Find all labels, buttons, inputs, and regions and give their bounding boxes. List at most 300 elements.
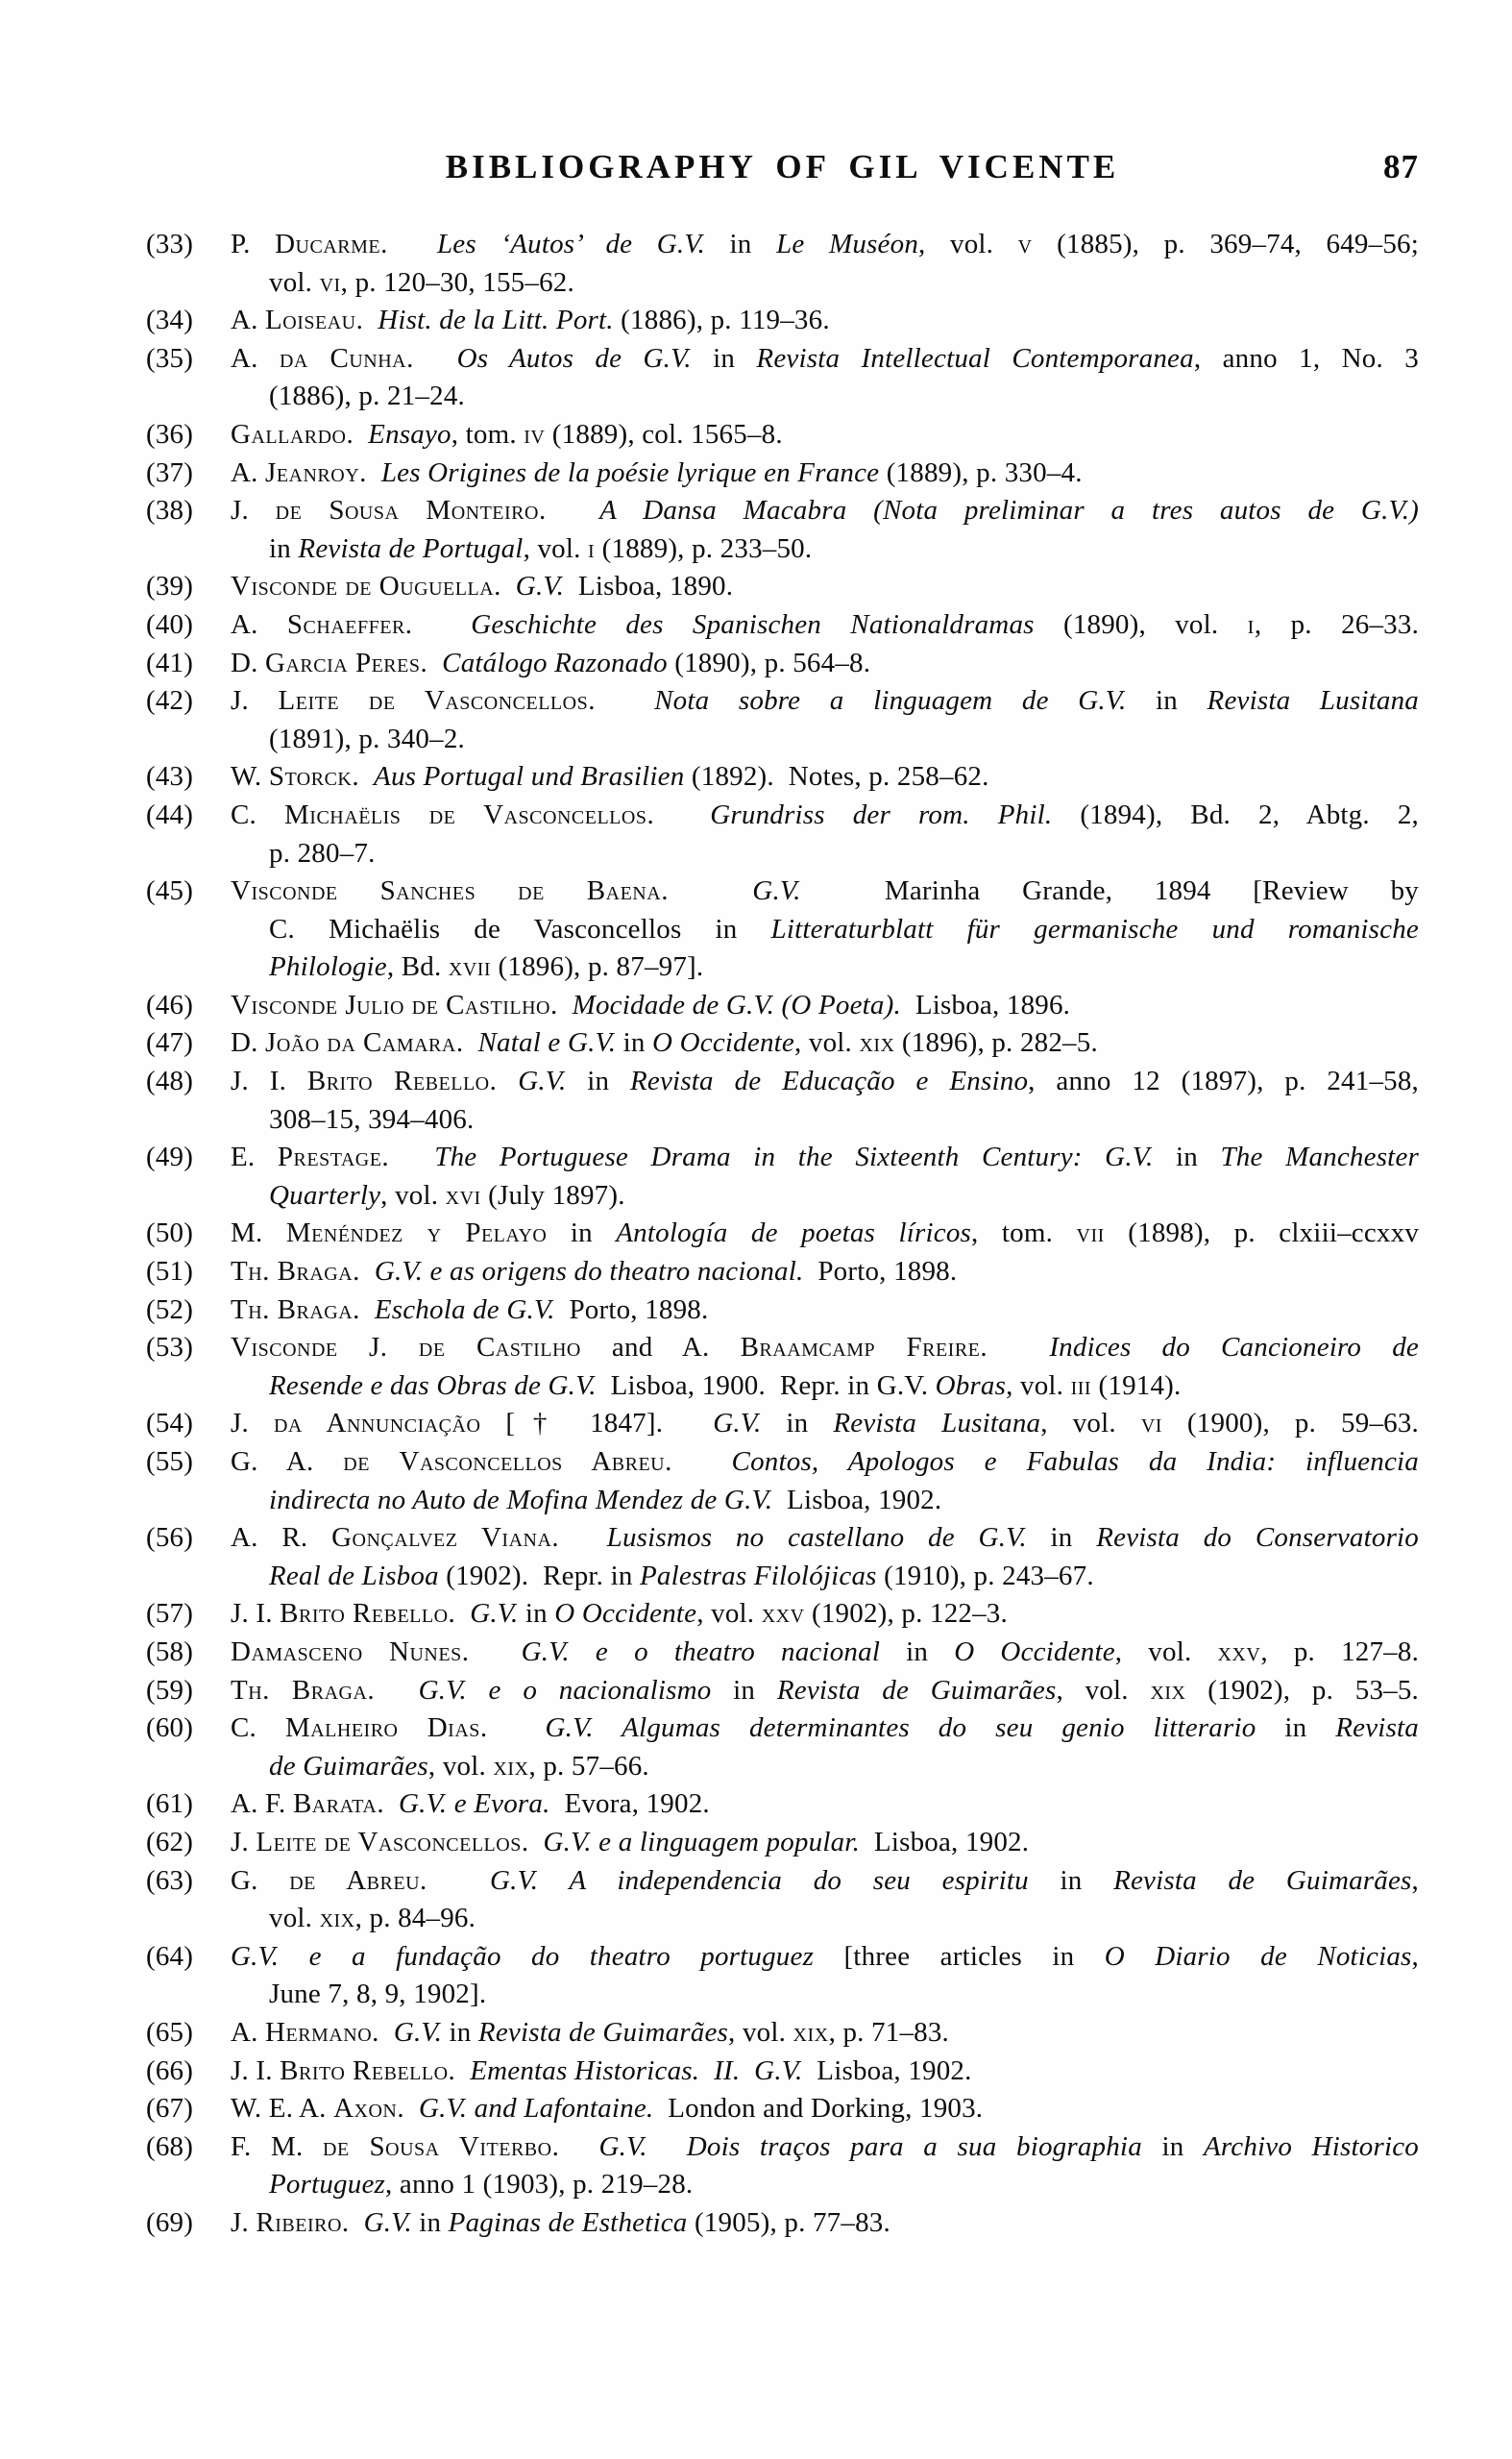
title-text: Paginas de Esthetica [448, 2206, 688, 2238]
plain-text: (1894), Bd. 2, Abtg. 2, [1052, 799, 1419, 830]
entry-line [231, 2204, 1419, 2243]
plain-text: J. [231, 1826, 256, 1857]
plain-text: 308–15, 394–406. [269, 1103, 475, 1135]
entry-line [231, 1634, 1419, 1672]
plain-text: D. [231, 1027, 266, 1059]
entry-line [269, 530, 1419, 569]
page-number: 87 [1383, 148, 1419, 185]
entry-line [231, 226, 1419, 264]
plain-text: , vol. [1114, 1635, 1218, 1667]
author-name: Visconde Sanches de Baena. [231, 875, 669, 907]
entry-line [231, 1329, 1419, 1367]
bibliography-entry [146, 1709, 1419, 1785]
entry-line [269, 1367, 1419, 1406]
title-text: Revista de Guimarães [477, 2016, 729, 2048]
plain-text: J. I. [231, 1066, 307, 1097]
entry-line [269, 1748, 1419, 1786]
plain-text: (1914). [1091, 1369, 1182, 1401]
bibliography-entry [146, 606, 1419, 645]
title-text: Les ‘Autos’ de G.V. [436, 229, 706, 259]
plain-text: in [711, 1674, 777, 1706]
plain-text: Lisboa, 1896. [900, 989, 1071, 1020]
author-name: Brito Rebello. [280, 2054, 456, 2086]
entry-number: (43) [146, 761, 194, 793]
entry-line [269, 1177, 1419, 1216]
entry-line [231, 1291, 1419, 1330]
title-text: Mocidade de G.V. (O Poeta). [572, 989, 901, 1020]
author-name: Brito Rebello. [306, 1066, 498, 1097]
entry-number: (56) [146, 1522, 194, 1554]
title-text: O Diario de Noticias [1104, 1940, 1412, 1972]
entry-number: (69) [146, 2206, 194, 2238]
entry-line [231, 340, 1419, 379]
plain-text: and A. [580, 1332, 741, 1364]
entry-line [231, 2014, 1419, 2053]
plain-text: (1902). Repr. in [438, 1560, 640, 1591]
plain-text: London and Dorking, 1903. [653, 2093, 984, 2125]
title-text: Palestras Filolójicas [640, 1560, 877, 1591]
entry-number: (61) [146, 1788, 194, 1820]
plain-text: J. [231, 495, 276, 527]
author-name: Prestage. [277, 1142, 390, 1173]
bibliography-list [146, 226, 1419, 2242]
title-text: Revista de Educação e Ensino [630, 1066, 1029, 1097]
title-text: G.V. Algumas determinantes do seu genio litterario [545, 1712, 1256, 1744]
entry-number: (54) [146, 1408, 194, 1439]
plain-text [455, 2055, 470, 2086]
author-name: de Abreu. [289, 1864, 427, 1896]
entry-line [231, 645, 1419, 683]
plain-text: in [616, 1027, 653, 1059]
author-name: Visconde Julio de Castilho. [231, 989, 558, 1020]
plain-text: , vol. [728, 2016, 793, 2048]
title-text: de Guimarães [269, 1750, 428, 1782]
bibliography-entry [146, 1595, 1419, 1634]
plain-text: (1902), p. 53–5. [1185, 1674, 1420, 1706]
entry-number: (51) [146, 1256, 194, 1288]
plain-text [359, 761, 374, 792]
plain-text: A. [231, 608, 287, 640]
plain-text [488, 1712, 546, 1743]
bibliography-entry [146, 2128, 1419, 2204]
author-name: vii [1076, 1217, 1105, 1249]
plain-text: (1890), p. 564–8. [667, 647, 871, 678]
author-name: xxv [761, 1598, 805, 1630]
plain-text: (1892). Notes, p. 258–62. [684, 761, 989, 793]
plain-text: (July 1897). [480, 1179, 625, 1211]
plain-text: (1910), p. 243–67. [876, 1560, 1094, 1591]
plain-text [497, 1066, 518, 1096]
entry-number: (64) [146, 1940, 194, 1972]
author-name: Malheiro Dias. [284, 1712, 488, 1744]
plain-text: , vol. [793, 1027, 860, 1059]
title-text: Philologie [269, 951, 387, 983]
plain-text [360, 1256, 375, 1287]
bibliography-entry [146, 1215, 1419, 1253]
plain-text: A. [231, 456, 266, 488]
bibliography-entry [146, 1329, 1419, 1405]
title-text: Revista Lusitana [833, 1408, 1041, 1439]
plain-text: (1896), p. 282–5. [894, 1027, 1098, 1059]
plain-text: in [1141, 2130, 1204, 2162]
entry-number: (60) [146, 1712, 194, 1744]
plain-text: in [1153, 1142, 1221, 1173]
entry-line [231, 2090, 1419, 2128]
title-text: G.V. [713, 1408, 762, 1439]
entry-line [269, 1976, 1419, 2014]
author-name: de Sousa Monteiro. [275, 495, 547, 527]
plain-text [547, 495, 599, 526]
plain-text: (1890), vol. [1034, 608, 1248, 640]
bibliography-entry [146, 797, 1419, 873]
entry-number: (46) [146, 989, 194, 1020]
plain-text [427, 648, 442, 678]
author-name: xxv [1217, 1635, 1261, 1667]
bibliography-entry [146, 1862, 1419, 1938]
author-name: Hermano. [265, 2016, 379, 2048]
entry-number: (34) [146, 305, 194, 336]
plain-text: , p. 120–30, 155–62. [340, 266, 574, 298]
entry-number: (42) [146, 685, 194, 717]
title-text: Os Autos de G.V. [456, 342, 692, 374]
bibliography-entry [146, 1672, 1419, 1710]
plain-text: J. I. [231, 1598, 280, 1630]
plain-text [596, 685, 654, 716]
author-name: vi [1140, 1408, 1162, 1439]
plain-text: (1891), p. 340–2. [269, 723, 465, 754]
entry-line [231, 2128, 1419, 2167]
plain-text [363, 305, 378, 335]
entry-line [269, 1101, 1419, 1140]
entry-line [231, 606, 1419, 645]
entry-number: (36) [146, 418, 194, 450]
bibliography-entry [146, 1938, 1419, 2014]
title-text: Revista Lusitana [1207, 685, 1419, 717]
title-text: Le Muséon [776, 229, 919, 259]
plain-text: J. [231, 1408, 274, 1439]
bibliography-entry [146, 873, 1419, 987]
author-name: de Sousa Viterbo. [323, 2130, 560, 2162]
plain-text [469, 1636, 521, 1667]
plain-text: in [442, 2016, 478, 2048]
entry-number: (58) [146, 1635, 194, 1667]
author-name: Gallardo. [231, 418, 354, 450]
title-text: G.V. e o theatro nacional [521, 1635, 881, 1667]
plain-text: , p. 127–8. [1260, 1635, 1420, 1667]
plain-text: , vol. [696, 1598, 762, 1630]
plain-text: , [1411, 1940, 1419, 1972]
entry-line [231, 455, 1419, 493]
plain-text: in [691, 342, 757, 374]
plain-text [559, 1522, 606, 1553]
author-name: de Vasconcellos Abreu. [343, 1446, 672, 1477]
entry-line [231, 492, 1419, 530]
bibliography-entry [146, 568, 1419, 606]
bibliography-entry [146, 2090, 1419, 2128]
title-text: G.V. [752, 875, 801, 907]
title-text: The Manchester [1220, 1142, 1419, 1173]
author-name: xvi [445, 1179, 481, 1211]
plain-text: , vol. [1006, 1369, 1071, 1401]
plain-text: (1885), p. 369–74, 649–56; [1032, 229, 1419, 259]
plain-text: G. [231, 1864, 290, 1896]
plain-text: P. [231, 229, 276, 259]
entry-line [231, 568, 1419, 606]
author-name: Visconde de Ouguella. [231, 571, 501, 602]
plain-text: , vol. [380, 1179, 446, 1211]
plain-text: in [761, 1408, 834, 1439]
author-name: Gonçalvez Viana. [331, 1522, 560, 1554]
title-text: indirecta no Auto de Mofina Mendez de G.V. [269, 1484, 773, 1515]
title-text: Hist. de la Litt. Port. [378, 305, 614, 336]
plain-text [427, 1865, 490, 1896]
plain-text: J. I. [231, 2054, 280, 2086]
bibliography-entry [146, 1443, 1419, 1519]
title-text: Quarterly [269, 1179, 381, 1211]
author-name: v [1017, 229, 1033, 259]
bibliography-entry [146, 2053, 1419, 2091]
bibliography-entry [146, 1253, 1419, 1291]
title-text: Antología de poetas líricos [616, 1217, 972, 1249]
plain-text [501, 571, 516, 602]
plain-text [529, 1827, 544, 1857]
plain-text: C. [231, 799, 285, 830]
plain-text: , p. 71–83. [828, 2016, 950, 2048]
entry-line [231, 416, 1419, 455]
bibliography-entry [146, 340, 1419, 416]
plain-text: [three articles in [814, 1940, 1105, 1972]
plain-text [455, 1598, 470, 1629]
running-title: BIBLIOGRAPHY OF GIL VICENTE [445, 148, 1120, 185]
plain-text: in [1026, 1522, 1097, 1554]
title-text: Catálogo Razonado [442, 647, 668, 678]
entry-line [269, 1482, 1419, 1520]
entry-number: (67) [146, 2093, 194, 2125]
plain-text: in [547, 1217, 617, 1249]
title-text: Nota sobre a linguagem de G.V. [654, 685, 1127, 717]
entry-line [231, 302, 1419, 340]
author-name: da Cunha. [279, 342, 414, 374]
bibliography-entry [146, 455, 1419, 493]
bibliography-entry [146, 302, 1419, 340]
author-name: Jeanroy. [265, 456, 367, 488]
plain-text [379, 2017, 394, 2048]
entry-line [269, 264, 1419, 303]
plain-text: , anno 1, No. 3 [1193, 342, 1419, 374]
plain-text: in [411, 2206, 449, 2238]
plain-text [384, 1788, 399, 1819]
title-text: G.V. Dois traços para a sua biographia [598, 2130, 1142, 2162]
author-name: da Annunciação [273, 1408, 481, 1439]
entry-line [231, 1595, 1419, 1634]
entry-line [269, 835, 1419, 873]
entry-number: (50) [146, 1217, 194, 1249]
plain-text: , vol. [918, 229, 1018, 259]
plain-text [354, 419, 368, 450]
title-text: G.V. [518, 1066, 567, 1097]
plain-text: F. M. [231, 2130, 323, 2162]
entry-number: (49) [146, 1142, 194, 1173]
title-text: G.V. A independencia do seu espiritu [490, 1864, 1029, 1896]
entry-number: (45) [146, 875, 194, 907]
title-text: O Occidente [954, 1635, 1115, 1667]
author-name: Storck. [268, 761, 360, 793]
plain-text: A. [231, 305, 266, 336]
plain-text: (1886), p. 21–24. [269, 381, 465, 412]
author-name: Ribeiro. [256, 2206, 350, 2238]
plain-text: , Bd. [386, 951, 449, 983]
author-name: xix [793, 2016, 829, 2048]
author-name: iii [1070, 1369, 1092, 1401]
title-text: Revista do Conservatorio [1096, 1522, 1420, 1554]
title-text: G.V. and Lafontaine. [419, 2093, 654, 2125]
author-name: i [588, 532, 596, 564]
plain-text: , p. 84–96. [354, 1903, 476, 1934]
title-text: Revista de Portugal [298, 532, 524, 564]
title-text: O Occidente [652, 1027, 794, 1059]
plain-text: June 7, 8, 9, 1902]. [269, 1979, 487, 2010]
title-text: Lusismos no castellano de G.V. [606, 1522, 1027, 1554]
entry-number: (52) [146, 1293, 194, 1325]
plain-text: , vol. [523, 532, 589, 564]
author-name: xix [1150, 1674, 1186, 1706]
plain-text [669, 875, 752, 906]
plain-text: , [1411, 1864, 1419, 1896]
author-name: vi [319, 266, 341, 298]
author-name: Braamcamp Freire. [740, 1332, 988, 1364]
entry-line [231, 758, 1419, 797]
plain-text: (1896), p. 87–97]. [491, 951, 704, 983]
plain-text: , vol. [427, 1750, 494, 1782]
bibliography-entry [146, 1634, 1419, 1672]
entry-number: (44) [146, 799, 194, 830]
plain-text: Evora, 1902. [549, 1788, 710, 1820]
plain-text: M. [231, 1217, 286, 1249]
plain-text: W. E. A. [231, 2093, 334, 2125]
plain-text [360, 1294, 375, 1325]
title-text: Aus Portugal und Brasilien [374, 761, 685, 793]
plain-text: Marinha Grande, 1894 [Review by [800, 875, 1419, 907]
plain-text: , anno 1 (1903), p. 219–28. [385, 2169, 694, 2201]
entry-number: (65) [146, 2016, 194, 2048]
title-text: G.V. e a linguagem popular. [543, 1826, 861, 1857]
plain-text: p. 280–7. [269, 837, 376, 869]
author-name: Menéndez y Pelayo [285, 1217, 548, 1249]
plain-text [413, 609, 472, 640]
bibliography-entry [146, 1405, 1419, 1443]
plain-text: , tom. [971, 1217, 1077, 1249]
entry-number: (63) [146, 1864, 194, 1896]
plain-text: in [705, 229, 777, 259]
title-text: O Occidente [554, 1598, 697, 1630]
entry-line [231, 1519, 1419, 1558]
title-text: Grundriss der rom. Phil. [710, 799, 1053, 830]
plain-text [654, 799, 710, 830]
plain-text: in [880, 1635, 955, 1667]
entry-line [231, 797, 1419, 835]
plain-text: J. [231, 685, 279, 717]
entry-line [231, 1785, 1419, 1824]
bibliography-entry [146, 1139, 1419, 1215]
plain-text: (1898), p. clxiii–ccxxv [1104, 1217, 1420, 1249]
author-name: Leite de Vasconcellos. [256, 1826, 529, 1857]
author-name: Th. Braga. [231, 1256, 360, 1288]
title-text: Revista [1335, 1712, 1420, 1744]
entry-line [231, 1862, 1419, 1901]
plain-text: (1900), p. 59–63. [1161, 1408, 1419, 1439]
bibliography-entry [146, 645, 1419, 683]
title-text: G.V. [515, 571, 565, 602]
plain-text: , vol. [1040, 1408, 1141, 1439]
plain-text [559, 2131, 598, 2162]
plain-text: in [1126, 685, 1207, 717]
title-text: Eschola de G.V. [374, 1293, 555, 1325]
entry-line [231, 1443, 1419, 1482]
plain-text: E. [231, 1142, 278, 1173]
entry-number: (38) [146, 495, 194, 527]
author-name: Visconde J. de Castilho [231, 1332, 581, 1364]
author-name: Damasceno Nunes. [231, 1635, 470, 1667]
author-name: Michaëlis de Vasconcellos. [284, 799, 655, 830]
title-text: The Portuguese Drama in the Sixteenth Century: G.V. [434, 1142, 1154, 1173]
plain-text: , tom. [451, 418, 524, 450]
entry-line [231, 1938, 1419, 1977]
plain-text: A. [231, 2016, 266, 2048]
entry-number: (62) [146, 1826, 194, 1857]
title-text: G.V. e a fundação do theatro portuguez [231, 1940, 815, 1972]
plain-text [464, 1027, 478, 1058]
entry-line [231, 873, 1419, 911]
plain-text: Lisboa, 1890. [564, 571, 734, 602]
plain-text: Lisboa, 1902. [772, 1484, 942, 1515]
bibliography-entry [146, 226, 1419, 302]
plain-text: Porto, 1898. [554, 1293, 709, 1325]
plain-text [404, 2093, 419, 2124]
title-text: Indices do Cancioneiro de [1049, 1332, 1419, 1364]
bibliography-entry [146, 1291, 1419, 1330]
entry-number: (35) [146, 342, 194, 374]
author-name: Loiseau. [265, 305, 364, 336]
plain-text: (1889), col. 1565–8. [545, 418, 783, 450]
title-text: Litteraturblatt für germanische und romanische [770, 913, 1419, 945]
plain-text: in [269, 532, 299, 564]
title-text: Portuguez [269, 2169, 386, 2201]
entry-number: (41) [146, 647, 194, 678]
entry-line [231, 1405, 1419, 1443]
entry-line [231, 987, 1419, 1025]
author-name: xix [319, 1903, 355, 1934]
entry-number: (55) [146, 1446, 194, 1477]
title-text: G.V. e as origens do theatro nacional. [374, 1256, 804, 1288]
plain-text [558, 990, 573, 1020]
author-name: Leite de Vasconcellos. [278, 685, 596, 717]
bibliography-entry [146, 682, 1419, 758]
bibliography-entry [146, 1519, 1419, 1595]
plain-text: , p. 26–33. [1254, 608, 1420, 640]
plain-text [350, 2207, 364, 2238]
entry-line [231, 1253, 1419, 1291]
entry-line [269, 1558, 1419, 1596]
entry-number: (59) [146, 1674, 194, 1706]
entry-line [231, 1215, 1419, 1253]
author-name: Barata. [292, 1788, 385, 1820]
entry-line [231, 1139, 1419, 1177]
plain-text: in [566, 1066, 630, 1097]
title-text: Real de Lisboa [269, 1560, 439, 1591]
title-text: Natal e G.V. [477, 1027, 617, 1059]
title-text: Ensayo [368, 418, 451, 450]
author-name: Th. Braga. [231, 1293, 360, 1325]
